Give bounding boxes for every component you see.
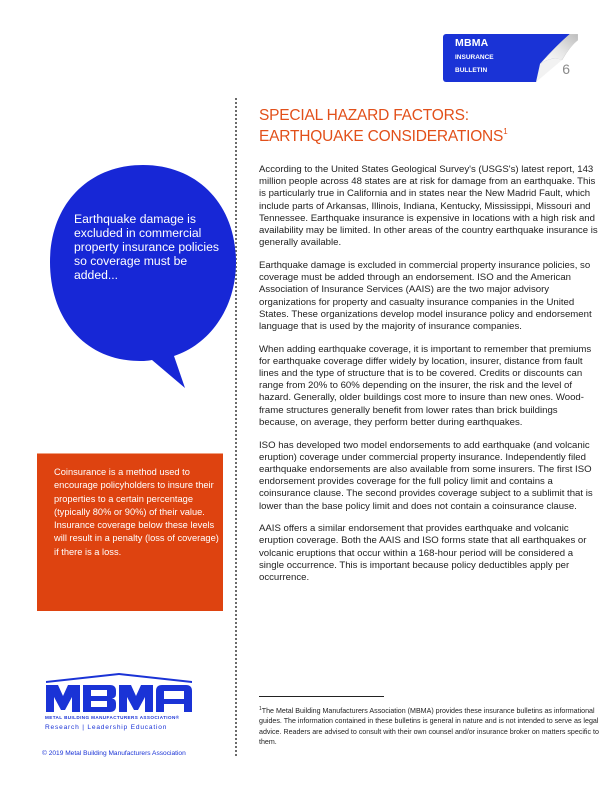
title-line-1: SPECIAL HAZARD FACTORS:: [259, 107, 469, 124]
logo-association-name: METAL BUILDING MANUFACTURERS ASSOCIATION®: [45, 715, 180, 720]
footnote-rule: [259, 696, 384, 697]
mbma-wordmark-icon: [44, 672, 194, 714]
callout-bubble: [48, 160, 238, 395]
badge-subtitle-bulletin: BULLETIN: [455, 67, 488, 74]
badge-subtitle-insurance: INSURANCE: [455, 54, 494, 61]
article-title: [259, 105, 599, 147]
sidebar-text: Coinsurance is a method used to encourage policyholders to insure their properties to a certain percentage (typically 80% or 90%) of their value. Insurance coverage below these levels will result in a penalty (loss of coverage) if there is a loss.: [54, 467, 219, 557]
body-paragraph: Earthquake damage is excluded in commercial property insurance policies, so coverage must be added through an endorsement. ISO and the American Association of Insurance Services (AAIS) are the two major advisory organizations for property and casualty insurance companies in the United States. These organizations develop model insurance policy and endorsement language that is used by the majority of insurance companies.: [259, 259, 592, 332]
page-curl-icon: [526, 34, 578, 82]
page-number: 6: [562, 61, 570, 77]
footnote-text: The Metal Building Manufacturers Association (MBMA) provides these insurance bulletins as informational guides. The information contained in these bulletins is general in nature and is not intended to serve as legal advice. Readers are advised to consult with their own counsel and/or insurance broker on matters specific to them.: [259, 707, 599, 746]
footnote-marker: 1: [259, 706, 262, 712]
bulletin-badge: [443, 34, 578, 82]
badge-title: MBMA: [455, 37, 489, 49]
body-paragraph: According to the United States Geological Survey's (USGS's) latest report, 143 million people across 48 states are at risk for damage from an earthquake. This is particularly true in California and in states near the New Madrid Fault, which include parts of Arkansas, Illinois, Indiana, Kentucky, Mississippi, Missouri and Tennessee. Earthquake insurance is expensive in locations with a high risk and availability may be limited. In other areas of the country earthquake insurance is generally available.: [259, 164, 598, 249]
mbma-logo: [44, 672, 194, 734]
body-paragraph: When adding earthquake coverage, it is important to remember that premiums for earthquake coverage differ widely by location, insurer, distance from fault lines and the type of structure that is to be covered. Credits or discounts can range from 20% to 60% depending on the insurer, the risk and the level of hazard. Generally, older buildings cost more to insure than new ones. Wood-frame structures generally benefit from lower rates than brick buildings because, on average, they perform better during earthquakes.: [259, 343, 592, 428]
copyright-notice: © 2019 Metal Building Manufacturers Association: [42, 750, 186, 757]
logo-tagline: Research | Leadership Education: [45, 724, 168, 731]
body-paragraph: AAIS offers a similar endorsement that provides earthquake and volcanic eruption coverage. Both the AAIS and ISO forms state that all earthquakes or volcanic eruptions that occur within a 168-hour period will be considered a single occurrence. This is important because policy deductibles apply per occurrence.: [259, 523, 587, 584]
body-paragraph: ISO has developed two model endorsements to add earthquake (and volcanic eruption) coverage under commercial property insurance. Independently filed earthquake endorsements are also available from some insurers. The first ISO endorsement provides coverage for the full policy limit and contains a coinsurance clause. The second provides coverage subject to a sublimit that is lower than the base policy limit and does not contain a coinsurance clause.: [259, 439, 593, 512]
callout-text: Earthquake damage is excluded in commercial property insurance policies so coverage must be added...: [74, 212, 219, 282]
title-line-2: EARTHQUAKE CONSIDERATIONS$^1$: [259, 127, 508, 145]
footnote: [259, 706, 604, 747]
footnote-reference[interactable]: 1: [503, 127, 508, 136]
coinsurance-sidebar: [37, 453, 223, 611]
article-body: [259, 164, 599, 595]
